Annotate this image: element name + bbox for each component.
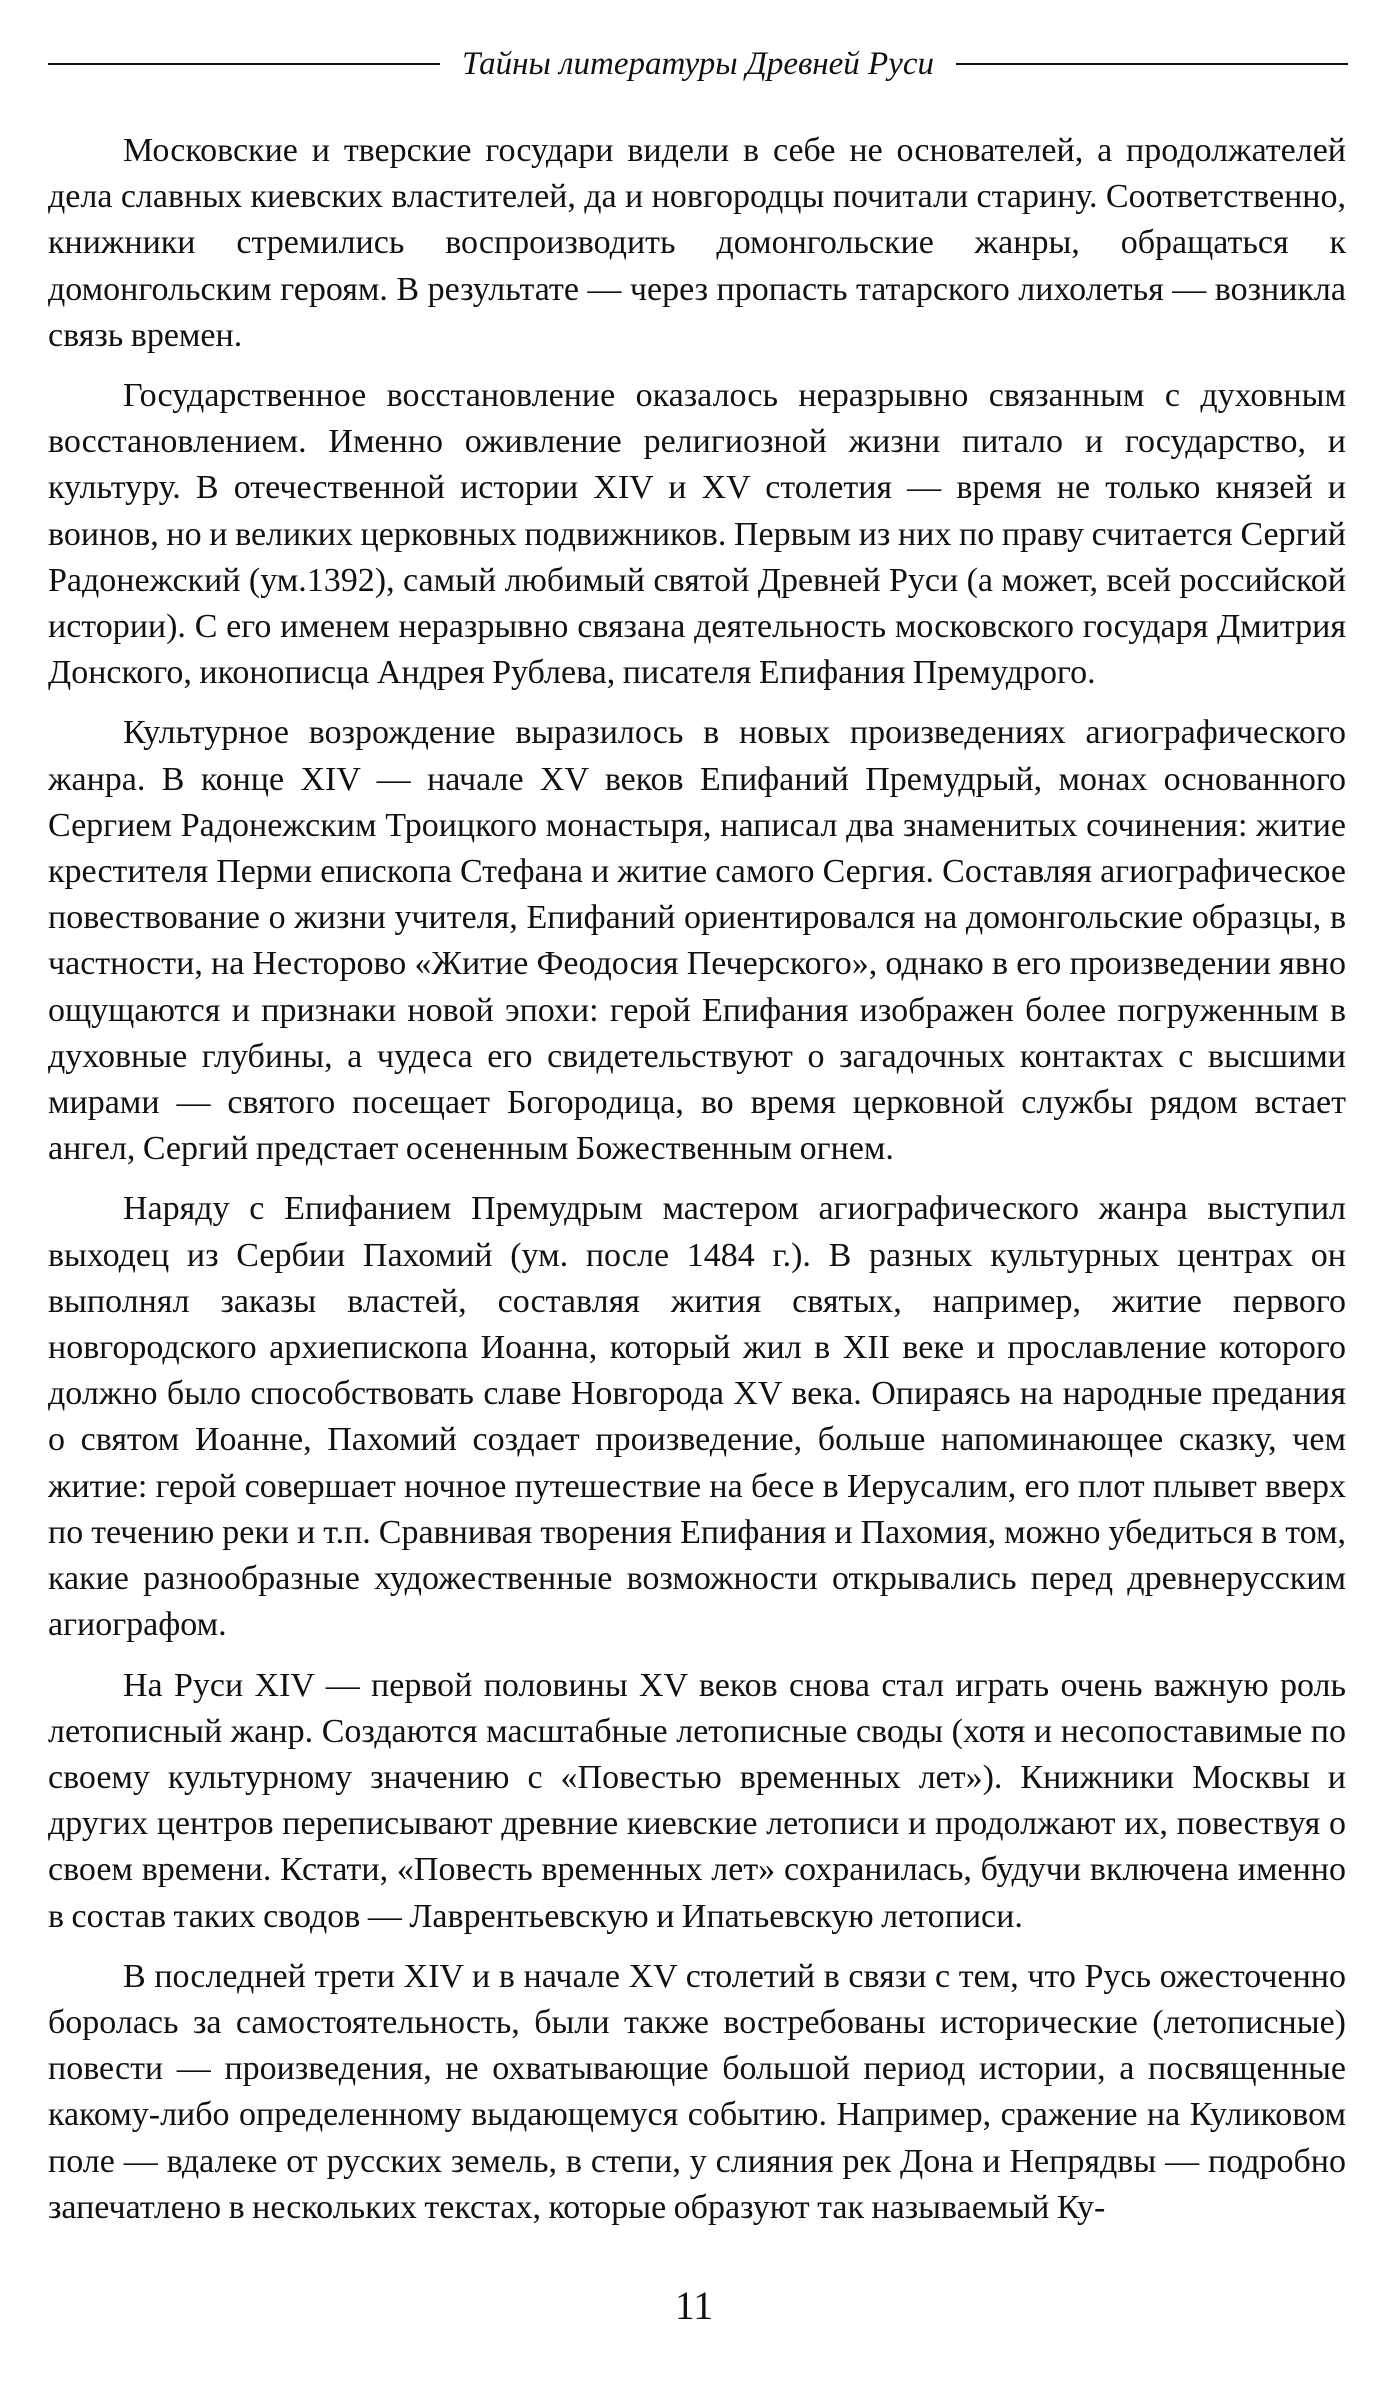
page-number: 11 (674, 2283, 714, 2328)
paragraph-3: Культурное возрождение выразилось в новых произведениях агиографического жанра. В конце XIV — начале XV веков Епифаний Премудрый, монах основанного Сергием Радонежским Троицкого монастыря, написал два знаменитых сочинения: житие крестителя Перми епископа Стефана и житие самого Сергия. Составляя агиографическое повествование о жизни учителя, Епифаний ориентировался на домонгольские образцы, в частности, на Несторово «Житие Феодосия Печерского», однако в его произведении явно ощущаются и признаки новой эпохи: герой Епифания изображен более погруженным в духовные глубины, а чудеса его свидетельствуют о загадочных контактах с высшими мирами — святого посещает Богородица, во время церковной службы рядом встает ангел, Сергий предстает осененным Божественным огнем. (48, 714, 1346, 1168)
running-header (48, 44, 1348, 84)
paragraph-2: Государственное восстановление оказалось неразрывно связанным с духовным восстановлением. Именно оживление религиозной жизни питало и государство, и культуру. В отечественной истории XIV и XV столетия — время не только князей и воинов, но и великих церковных подвижников. Первым из них по праву считается Сергий Радонежский (ум.1392), самый любимый святой Древней Руси (а может, всей российской истории). С его именем неразрывно связана деятельность московского государя Дмитрия Донского, иконописца Андрея Рублева, писателя Епифания Премудрого. (48, 377, 1346, 692)
header-title: Тайны литературы Древней Руси (462, 46, 935, 82)
paragraph-6: В последней трети XIV и в начале XV столетий в связи с тем, что Русь ожесточенно боролась за самостоятельность, были также востребованы исторические (летописные) повести — произведения, не охватывающие большой период истории, а посвященные какому-либо определенному выдающемуся событию. Например, сражение на Куликовом поле — вдалеке от русских земель, в степи, у слияния рек Дона и Непрядвы — подробно запечатлено в нескольких текстах, которые образуют так называемый Ку- (48, 1957, 1346, 2226)
paragraph-5: На Руси XIV — первой половины XV веков снова стал играть очень важную роль летописный жанр. Создаются масштабные летописные своды (хотя и несопоставимые по своему культурному значению с «Повестью временных лет»). Книжники Москвы и других центров переписывают древние киевские летописи и продолжают их, повествуя о своем времени. Кстати, «Повесть временных лет» сохранилась, будучи включена именно в состав таких сводов — Лаврентьевскую и Ипатьевскую летописи. (48, 1666, 1346, 1935)
header-rule-left (48, 63, 440, 65)
paragraph-4: Наряду с Епифанием Премудрым мастером агиографического жанра выступил выходец из Сербии Пахомий (ум. после 1484 г.). В разных культурных центрах он выполнял заказы властей, составляя жития святых, например, житие первого новгородского архиепископа Иоанна, который жил в XII веке и прославление которого должно было способствовать славе Новгорода XV века. Опираясь на народные предания о святом Иоанне, Пахомий создает произведение, больше напоминающее сказку, чем житие: герой совершает ночное путешествие на бесе в Иерусалим, его плот плывет вверх по течению реки и т.п. Сравнивая творения Епифания и Пахомия, можно убедиться в том, какие разнообразные художественные возможности открывались перед древнерусским агиографом. (48, 1190, 1346, 1644)
header-rule-right (956, 63, 1348, 65)
body-text (48, 128, 1346, 2245)
paragraph-1: Московские и тверские государи видели в себе не основателей, а продолжателей дела славных киевских властителей, да и новгородцы почитали старину. Соответственно, книжники стремились воспроизводить домонгольские жанры, обращаться к домонгольским героям. В результате — через пропасть татарского лихолетья — возникла связь времен. (48, 132, 1346, 354)
